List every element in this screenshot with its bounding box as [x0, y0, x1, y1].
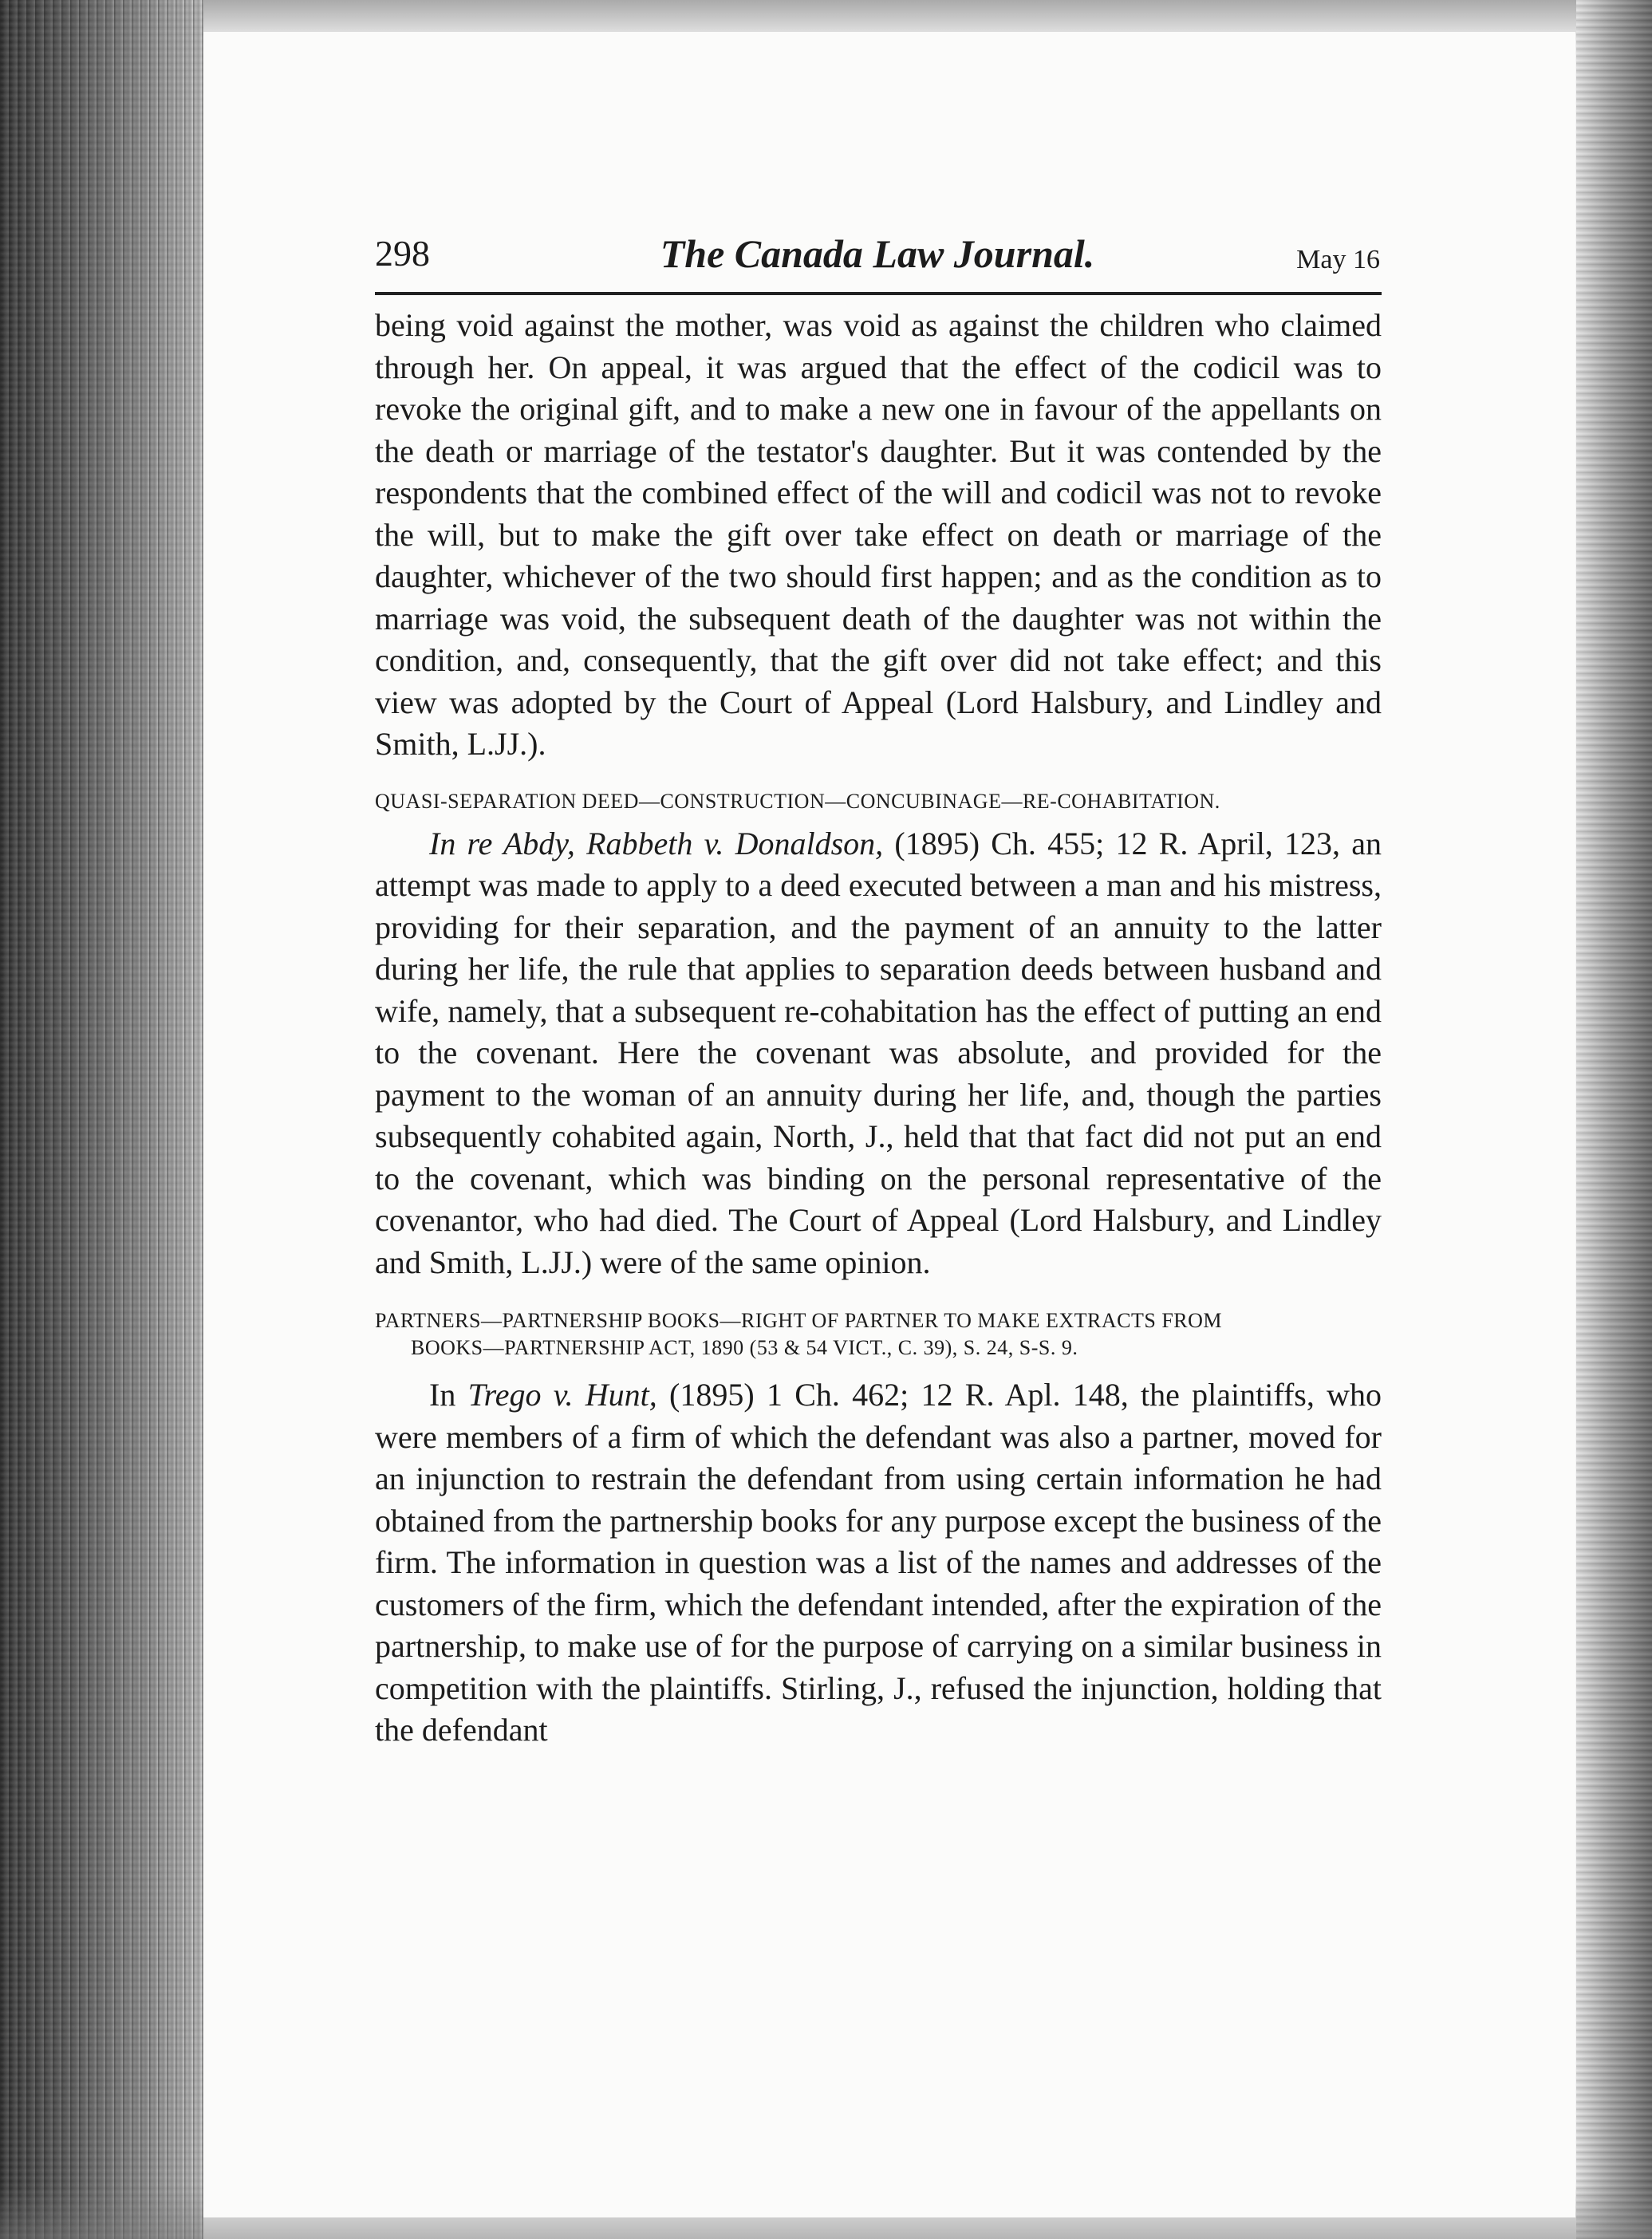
article-body [375, 305, 1382, 1752]
journal-title: The Canada Law Journal. [660, 231, 1095, 276]
case-citation: Trego v. Hunt, [467, 1377, 657, 1413]
paragraph-trego-case [375, 1374, 1382, 1752]
paragraph-text: (1895) Ch. 455; 12 R. April, 123, an attempt was made to apply to a deed executed between a man and his mistress, providing for their separation, and the payment of an annuity to the latter during her life, the rule that applies to separation deeds between husband and wife, namely, that a subsequent re-cohabitation has the effect of putting an end to the covenant. Here the covenant was absolute, and provided for the payment to the woman of an annuity during her life, and, though the parties subsequently cohabited again, North, J., held that that fact did not put an end to the covenant, which was binding on the personal representative of the covenantor, who had died. The Court of Appeal (Lord Halsbury, and Lindley and Smith, L.JJ.) were of the same opinion. [375, 825, 1382, 1280]
section-heading-partners [375, 1307, 1382, 1362]
scan-left-edge [0, 0, 203, 2239]
paragraph-text: (1895) 1 Ch. 462; 12 R. Apl. 148, the plaintiffs, who were members of a firm of which the defendant was also a partner, moved for an injunction to restrain the defendant from using certain information he had obtained from the partnership books for any purpose except the business of the firm. The information in question was a list of the names and addresses of the customers of the firm, which the defendant intended, after the expiration of the partnership, to make use of for the purpose of carrying on a similar business in competition with the plaintiffs. Stirling, J., refused the injunction, holding that the defendant [375, 1377, 1382, 1748]
section-heading-line: PARTNERS—PARTNERSHIP BOOKS—RIGHT OF PARTNER TO MAKE EXTRACTS FROM [375, 1309, 1223, 1332]
case-citation: In re Abdy, Rabbeth v. Donaldson, [429, 825, 884, 861]
section-heading-quasi-separation: QUASI-SEPARATION DEED—CONSTRUCTION—CONCUBINAGE—RE-COHABITATION. [375, 789, 1220, 813]
section-heading-line: BOOKS—PARTNERSHIP ACT, 1890 (53 & 54 VICT., C. 39), S. 24, S-S. 9. [411, 1336, 1078, 1359]
paragraph-abdy-case [375, 823, 1382, 1284]
running-header [375, 230, 1380, 294]
paragraph-continued: being void against the mother, was void as against the children who claimed through her. On appeal, it was argued that the effect of the codicil was to revoke the original gift, and to make a new one in favour of the appellants on the death or marriage of the testator's daughter. But it was contended by the respondents that the combined effect of the will and codicil was not to revoke the will, but to make the gift over take effect on death or marriage of the daughter, whichever of the two should first happen; and as the condition as to marriage was void, the subsequent death of the daughter was not within the condition, and, consequently, that the gift over did not take effect; and this view was adopted by the Court of Appeal (Lord Halsbury, and Lindley and Smith, L.JJ.). [375, 307, 1382, 762]
header-rule [375, 292, 1382, 295]
issue-date: May 16 [1296, 245, 1380, 274]
scan-right-edge [1576, 0, 1652, 2239]
paragraph-text: In [429, 1377, 468, 1413]
page-number: 298 [375, 233, 430, 274]
